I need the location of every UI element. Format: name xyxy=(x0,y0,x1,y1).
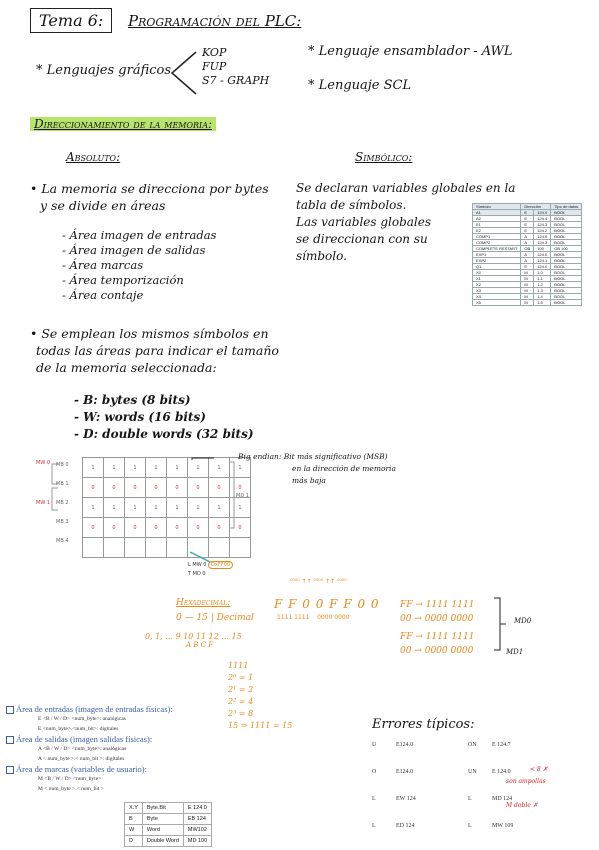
memory-footer xyxy=(188,562,233,577)
note-line: • La memoria se direcciona por bytes xyxy=(30,181,269,196)
bits-label: 0000 0000 xyxy=(317,614,350,621)
symbolic-heading: Simbólico: xyxy=(355,150,413,164)
errors-grid xyxy=(372,742,552,850)
area-item: M <B / W / D> <num_byte> xyxy=(38,776,102,783)
error-cell: E124.0 xyxy=(396,742,414,748)
memory-cell: 0 xyxy=(167,518,188,538)
memory-cell xyxy=(125,538,146,558)
area-item: M < num_byte >.< num_bit > xyxy=(38,786,104,793)
graphic-languages-list xyxy=(202,46,269,88)
memory-cell xyxy=(104,538,125,558)
memory-cell: 1 xyxy=(188,498,209,518)
area-item: - Área marcas xyxy=(62,258,144,272)
table-cell: M xyxy=(521,270,534,276)
table-cell: BOOL xyxy=(551,288,582,294)
memory-cell: 1 xyxy=(125,458,146,478)
legend-cell: Double Word xyxy=(142,836,183,847)
memory-cell: 0 xyxy=(83,518,104,538)
legend-cell: EB 124 xyxy=(183,814,211,825)
tema-label: Tema 6: xyxy=(39,11,104,30)
memory-cell: 1 xyxy=(209,498,230,518)
note-line: de la memoria seleccionada: xyxy=(36,360,217,375)
page-title: Programación del PLC: xyxy=(128,12,302,30)
lang-scl: * Lenguaje SCL xyxy=(308,78,412,93)
graphic-languages-label: * Lenguajes gráficos xyxy=(36,63,172,78)
arrows-icon xyxy=(180,454,240,564)
memory-cell: 0 xyxy=(104,478,125,498)
table-cell: 1.2 xyxy=(534,282,551,288)
table-cell: E xyxy=(521,210,534,216)
footer-highlight: OxFF00 xyxy=(208,561,233,569)
memory-cell: 1 xyxy=(209,458,230,478)
legend-table xyxy=(124,802,212,847)
memory-cell: 0 xyxy=(83,478,104,498)
table-cell: 124.2 xyxy=(534,228,551,234)
error-note: M doble ✗ xyxy=(506,802,538,809)
table-cell: EXP2 xyxy=(473,258,521,264)
error-cell: MD 124 xyxy=(492,796,513,802)
lang-awl: * Lenguaje ensamblador - AWL xyxy=(308,44,513,59)
note-line: • Se emplean los mismos símbolos en xyxy=(30,326,269,341)
result-line: 00 → 0000 0000 xyxy=(400,614,474,624)
table-cell: BOOL xyxy=(551,240,582,246)
legend-cell: X.Y xyxy=(125,803,143,814)
table-cell: BOOL xyxy=(551,294,582,300)
table-cell: E xyxy=(521,264,534,270)
legend-cell: Byte.Bit xyxy=(142,803,183,814)
mb-label: MB 4 xyxy=(56,538,69,544)
hex-letters: A B C F xyxy=(186,641,214,649)
error-cell: ED 124 xyxy=(396,823,415,829)
error-cell: L xyxy=(372,796,376,802)
table-cell: BOOL xyxy=(551,210,582,216)
memory-cell: 0 xyxy=(209,478,230,498)
header-cell: Símbolo xyxy=(473,204,521,210)
legend-cell: MW102 xyxy=(183,825,211,836)
mb-label: MB 3 xyxy=(56,519,69,525)
size-item: - B: bytes (8 bits) xyxy=(74,393,191,407)
error-row xyxy=(372,823,552,850)
table-cell: OB xyxy=(521,246,534,252)
table-cell: BOOL xyxy=(551,300,582,306)
note-line: se direccionan con su xyxy=(296,232,428,246)
table-cell: BOOL xyxy=(551,270,582,276)
memory-cell: 0 xyxy=(146,478,167,498)
addressing-title: Direccionamiento de la memoria: xyxy=(30,117,216,131)
size-item: - D: double words (32 bits) xyxy=(74,427,254,441)
table-cell: X3 xyxy=(473,288,521,294)
hex-top: F F 0 0 F F 0 0 xyxy=(274,597,380,611)
table-cell: X0 xyxy=(473,270,521,276)
result-line: FF → 1111 1111 xyxy=(400,632,475,642)
table-cell: 1.1 xyxy=(534,276,551,282)
error-note: son ampollas xyxy=(506,778,546,785)
area-item: - Área contaje xyxy=(62,288,144,302)
memory-cell: 1 xyxy=(167,458,188,478)
header-cell: Tipo de datos xyxy=(551,204,582,210)
memory-cell: 0 xyxy=(125,478,146,498)
memory-cell: 0 xyxy=(104,518,125,538)
table-cell: COMPLETE RESTART xyxy=(473,246,521,252)
table-cell: COMP1 xyxy=(473,234,521,240)
table-cell: A1 xyxy=(473,210,521,216)
table-cell: E xyxy=(521,228,534,234)
error-cell: L xyxy=(468,796,472,802)
md-brace-icon xyxy=(492,596,512,656)
table-cell: E xyxy=(521,216,534,222)
table-cell: X2 xyxy=(473,282,521,288)
error-cell: U xyxy=(372,742,377,748)
memory-cell: 1 xyxy=(125,498,146,518)
bits-label: 1111 1111 xyxy=(277,614,310,621)
mb-label: MB 0 xyxy=(56,462,69,468)
table-cell: Q1 xyxy=(473,264,521,270)
checkbox-icon xyxy=(6,736,14,744)
area-heading-text: Área de marcas (variables de usuario): xyxy=(16,764,147,775)
area-heading xyxy=(6,734,173,744)
table-cell: 124.0 xyxy=(534,210,551,216)
mw0-label: MW 0 xyxy=(36,460,51,466)
memory-cell: 0 xyxy=(167,478,188,498)
md0-label: MD0 xyxy=(514,617,532,625)
area-item: A < num_byte >.< num_bit >: digitales xyxy=(38,756,125,763)
footer-line: L MW 0 xyxy=(188,562,207,568)
memory-cell: 1 xyxy=(104,498,125,518)
legend-row xyxy=(125,814,212,825)
memory-cell: 1 xyxy=(104,458,125,478)
table-cell: BOOL xyxy=(551,234,582,240)
table-cell: 124.0 xyxy=(534,234,551,240)
area-item: E <num_byte>.<num_bit>: digitales xyxy=(38,726,119,733)
table-cell: M xyxy=(521,276,534,282)
hex-results xyxy=(400,598,474,658)
error-cell: MW 109 xyxy=(492,823,514,829)
legend-cell: MD 100 xyxy=(183,836,211,847)
error-cell: L xyxy=(372,823,376,829)
footer-line: T MD 0 xyxy=(188,571,206,577)
note-line: Big endian: Bit más significativo (MSB) xyxy=(238,452,388,461)
error-cell: L xyxy=(468,823,472,829)
error-row xyxy=(372,742,552,769)
table-cell: M xyxy=(521,300,534,306)
error-note: < 8 ✗ xyxy=(530,766,548,773)
hex-title: Hexadecimal: xyxy=(176,598,231,608)
area-item: - Área imagen de entradas xyxy=(62,228,217,242)
error-cell: UN xyxy=(468,769,477,775)
errors-title: Errores típicos: xyxy=(372,717,475,732)
table-cell: A xyxy=(521,234,534,240)
table-cell: X1 xyxy=(473,276,521,282)
table-cell: A xyxy=(521,252,534,258)
table-cell: BOOL xyxy=(551,282,582,288)
area-list xyxy=(62,228,216,303)
area-heading-text: Área de entradas (imagen de entradas físicas): xyxy=(16,704,173,714)
table-cell: 100 xyxy=(534,246,551,252)
lang-kop: KOP xyxy=(202,46,227,59)
memory-cell xyxy=(83,538,104,558)
memory-cell: 1 xyxy=(230,458,251,478)
memory-cell: 1 xyxy=(146,498,167,518)
memory-cell: 1 xyxy=(146,458,167,478)
memory-cell: 1 xyxy=(230,498,251,518)
area-heading xyxy=(6,704,173,714)
table-cell: E2 xyxy=(473,228,521,234)
power-line: 2² = 4 xyxy=(228,697,254,706)
table-cell: BOOL xyxy=(551,258,582,264)
hex-digits: 0, 1, ... 9 10 11 12 ... 15 xyxy=(145,632,242,641)
legend-cell: Byte xyxy=(142,814,183,825)
table-cell: M xyxy=(521,288,534,294)
table-cell: BOOL xyxy=(551,264,582,270)
legend-cell: B xyxy=(125,814,143,825)
power-line: 2³ = 8 xyxy=(228,709,254,718)
table-cell: 124.1 xyxy=(534,258,551,264)
tema-box xyxy=(30,8,112,33)
table-cell: 1.0 xyxy=(534,270,551,276)
table-cell: EXP1 xyxy=(473,252,521,258)
table-cell: M xyxy=(521,282,534,288)
size-item: - W: words (16 bits) xyxy=(74,410,206,424)
memory-cell xyxy=(146,538,167,558)
note-line: símbolo. xyxy=(296,249,347,263)
error-cell: E 124.0 xyxy=(492,769,511,775)
table-cell: E xyxy=(521,222,534,228)
legend-row xyxy=(125,825,212,836)
table-cell: 124.4 xyxy=(534,216,551,222)
mw1-label: MW 1 xyxy=(36,500,51,506)
memory-cell: 0 xyxy=(146,518,167,538)
table-cell: OB 100 xyxy=(551,246,582,252)
table-cell: A xyxy=(521,240,534,246)
checkbox-icon xyxy=(6,706,14,714)
table-cell: BOOL xyxy=(551,276,582,282)
table-header-row xyxy=(473,204,582,210)
hex-range: 0 — 15 | Decimal xyxy=(176,613,254,623)
legend-row xyxy=(125,803,212,814)
error-cell: O xyxy=(372,769,377,775)
table-cell: X4 xyxy=(473,294,521,300)
error-row xyxy=(372,796,552,823)
table-cell: 124.3 xyxy=(534,240,551,246)
absolute-heading: Absoluto: xyxy=(66,150,121,164)
memory-cell: 0 xyxy=(209,518,230,538)
big-endian-note xyxy=(238,451,396,487)
table-cell: BOOL xyxy=(551,228,582,234)
table-cell: A2 xyxy=(473,216,521,222)
area-item: E <B / W / D> <num_byte>: analógicas xyxy=(38,716,126,723)
symbol-table xyxy=(472,203,582,306)
note-line: y se divide en áreas xyxy=(40,198,166,213)
legend-cell: E 124.0 xyxy=(183,803,211,814)
table-cell: 1.5 xyxy=(534,300,551,306)
table-row xyxy=(473,246,582,252)
checkbox-icon xyxy=(6,766,14,774)
memory-cell: 1 xyxy=(167,498,188,518)
table-cell: A xyxy=(521,258,534,264)
area-item: A <B / W / D> <num_byte>: analógicas xyxy=(38,746,127,753)
memory-cell: 0 xyxy=(230,518,251,538)
note-line: Las variables globales xyxy=(296,215,432,229)
table-row xyxy=(473,300,582,306)
table-cell: 1.4 xyxy=(534,294,551,300)
note-line: tabla de símbolos. xyxy=(296,198,407,212)
table-cell: BOOL xyxy=(551,252,582,258)
mb-label: MB 2 xyxy=(56,500,69,506)
md1-label: MD1 xyxy=(506,648,524,656)
hex-powers xyxy=(228,660,292,732)
note-line: todas las áreas para indicar el tamaño xyxy=(36,343,279,358)
area-heading xyxy=(6,764,173,774)
power-line: 2¹ = 2 xyxy=(228,685,254,694)
lang-fup: FUP xyxy=(202,60,227,73)
table-cell: 1.3 xyxy=(534,288,551,294)
note-line: Se declaran variables globales en la xyxy=(296,181,516,195)
hex-scribble: ⁰⁰⁰⁰ ↑↑ ⁰⁰⁰⁰ ↑↑ ⁰⁰⁰⁰ xyxy=(290,578,347,585)
legend-cell: W xyxy=(125,825,143,836)
brace-icon xyxy=(168,48,198,98)
memory-cell: 0 xyxy=(188,518,209,538)
mb-label: MB 1 xyxy=(56,481,69,487)
memory-cell: 0 xyxy=(230,478,251,498)
error-cell: ON xyxy=(468,742,477,748)
power-line: 1111 xyxy=(228,661,249,670)
power-line: 2⁰ = 1 xyxy=(228,673,254,682)
legend-cell: Word xyxy=(142,825,183,836)
table-cell: M xyxy=(521,294,534,300)
legend-row xyxy=(125,836,212,847)
memory-cell: 0 xyxy=(125,518,146,538)
hex-bits xyxy=(277,614,350,621)
error-cell: EW 124 xyxy=(396,796,416,802)
table-cell: 124.0 xyxy=(534,252,551,258)
mb-labels xyxy=(56,456,69,551)
size-list xyxy=(74,392,254,443)
table-cell: E1 xyxy=(473,222,521,228)
note-line: en la dirección de memoria xyxy=(292,464,396,473)
memory-cell: 1 xyxy=(188,458,209,478)
table-cell: X5 xyxy=(473,300,521,306)
note-line: más baja xyxy=(292,476,326,485)
memory-cell: 1 xyxy=(83,498,104,518)
error-cell: E124.0 xyxy=(396,769,414,775)
memory-cell: 0 xyxy=(188,478,209,498)
area-heading-text: Área de salidas (imagen salidas físicas): xyxy=(16,734,153,745)
md1-label: MD 1 xyxy=(236,493,249,499)
table-cell: BOOL xyxy=(551,216,582,222)
symbols-notes xyxy=(30,325,279,376)
table-cell: 124.3 xyxy=(534,222,551,228)
area-item: - Área temporización xyxy=(62,273,184,287)
result-line: FF → 1111 1111 xyxy=(400,600,475,610)
table-cell: BOOL xyxy=(551,222,582,228)
result-line: 00 → 0000 0000 xyxy=(400,646,474,656)
header-cell: Dirección xyxy=(521,204,551,210)
lang-graph: S7 - GRAPH xyxy=(202,74,270,87)
power-line: 15 ⇒ 1111 = 15 xyxy=(228,721,293,730)
table-cell: 124.0 xyxy=(534,264,551,270)
area-reference xyxy=(6,704,173,794)
legend-cell: D xyxy=(125,836,143,847)
error-cell: E 124.7 xyxy=(492,742,511,748)
absolute-notes xyxy=(30,180,269,214)
table-cell: COMP2 xyxy=(473,240,521,246)
memory-cell: 1 xyxy=(83,458,104,478)
area-item: - Área imagen de salidas xyxy=(62,243,206,257)
